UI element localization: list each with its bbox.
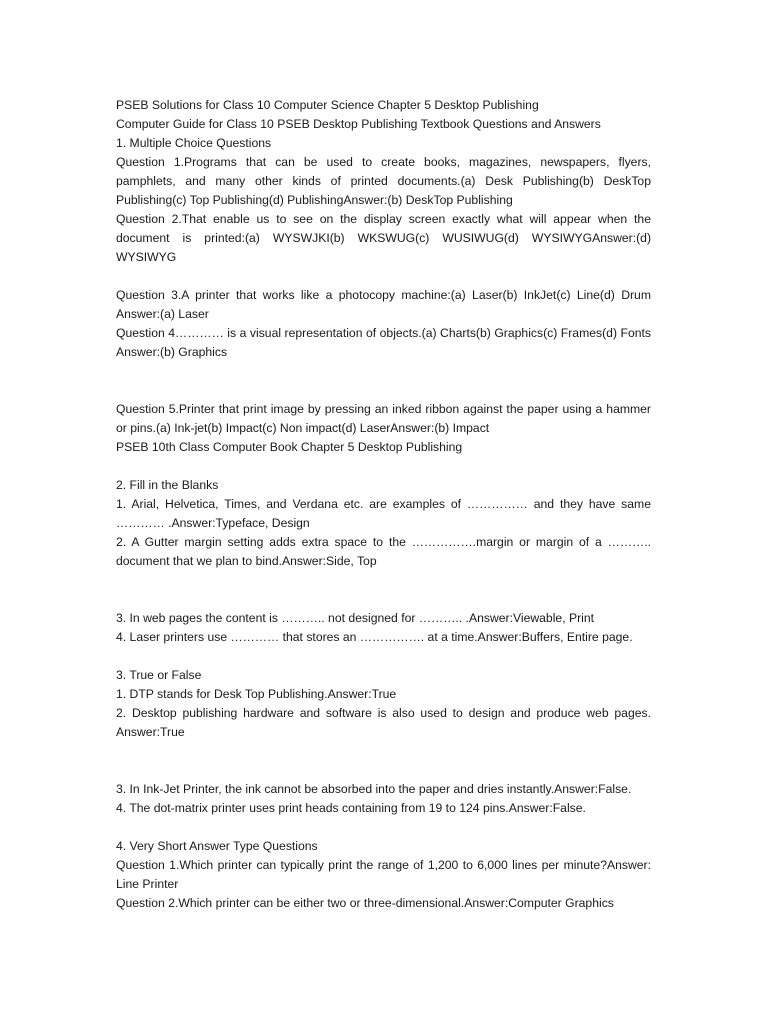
fill-blank-4: 4. Laser printers use ………… that stores an ……………. at a time.Answer:Buffers, Entire page. — [116, 630, 633, 644]
section-heading-fill-blanks: 2. Fill in the Blanks — [116, 478, 219, 492]
spacer — [116, 647, 651, 666]
mcq-question-5: Question 5.Printer that print image by pressing an inked ribbon against the paper using a hammer or pins.(a) Ink-jet(b) Impact(c) Non impact(d) LaserAnswer:(b) Impact — [116, 402, 651, 435]
spacer — [116, 742, 651, 780]
very-short-question-1: Question 1.Which printer can typically print the range of 1,200 to 6,000 lines per minute?Answer: Line Printer — [116, 858, 651, 891]
very-short-question-2: Question 2.Which printer can be either two or three-dimensional.Answer:Computer Graphics — [116, 896, 614, 910]
document-page — [116, 96, 651, 913]
true-false-1: 1. DTP stands for Desk Top Publishing.Answer:True — [116, 687, 397, 701]
mcq-question-3: Question 3.A printer that works like a photocopy machine:(a) Laser(b) InkJet(c) Line(d) Drum Answer:(a) Laser — [116, 288, 651, 321]
spacer — [116, 267, 651, 286]
section-heading-very-short: 4. Very Short Answer Type Questions — [116, 839, 318, 853]
true-false-2: 2. Desktop publishing hardware and software is also used to design and produce web pages. Answer:True — [116, 706, 651, 739]
fill-blank-1: 1. Arial, Helvetica, Times, and Verdana etc. are examples of …………… and they have same ………… .Answer:Typeface, Design — [116, 497, 651, 530]
mcq-question-1: Question 1.Programs that can be used to create books, magazines, newspapers, flyers, pamphlets, and many other kinds of printed documents.(a) Desk Publishing(b) DeskTop Publishing(c) Top Publishing(d) PublishingAnswer:(b) DeskTop Publishing — [116, 155, 651, 207]
fill-blank-3: 3. In web pages the content is ……….. not designed for ……….. .Answer:Viewable, Print — [116, 611, 595, 625]
spacer — [116, 457, 651, 476]
spacer — [116, 818, 651, 837]
book-chapter-heading: PSEB 10th Class Computer Book Chapter 5 Desktop Publishing — [116, 440, 463, 454]
section-heading-true-false: 3. True or False — [116, 668, 202, 682]
mcq-question-4: Question 4………… is a visual representation of objects.(a) Charts(b) Graphics(c) Frames(d) Fonts Answer:(b) Graphics — [116, 326, 651, 359]
true-false-3: 3. In Ink-Jet Printer, the ink cannot be absorbed into the paper and dries instantly.Answer:False. — [116, 782, 632, 796]
document-title: PSEB Solutions for Class 10 Computer Science Chapter 5 Desktop Publishing — [116, 98, 539, 112]
mcq-question-2: Question 2.That enable us to see on the display screen exactly what will appear when the document is printed:(a) WYSWJKI(b) WKSWUG(c) WUSIWUG(d) WYSIWYGAnswer:(d) WYSIWYG — [116, 212, 651, 264]
document-subtitle: Computer Guide for Class 10 PSEB Desktop Publishing Textbook Questions and Answers — [116, 117, 601, 131]
true-false-4: 4. The dot-matrix printer uses print heads containing from 19 to 124 pins.Answer:False. — [116, 801, 586, 815]
spacer — [116, 571, 651, 609]
spacer — [116, 362, 651, 400]
fill-blank-2: 2. A Gutter margin setting adds extra space to the …………….margin or margin of a ……….. document that we plan to bind.Answer:Side, Top — [116, 535, 651, 568]
section-heading-mcq: 1. Multiple Choice Questions — [116, 136, 272, 150]
